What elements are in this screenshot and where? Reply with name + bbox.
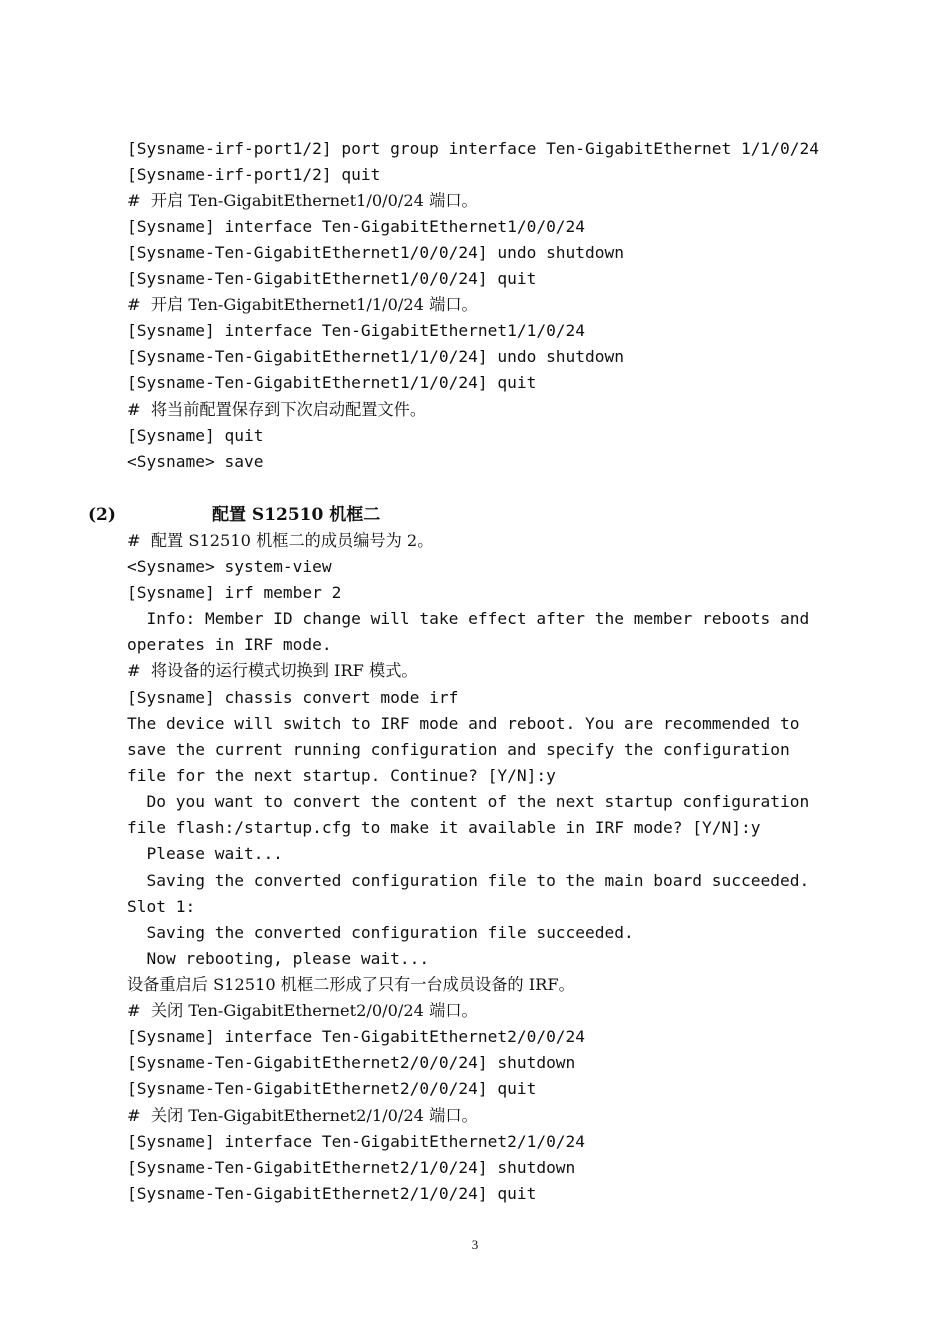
comment-line: # 关闭 Ten-GigabitEthernet2/0/0/24 端口。 [127,1001,478,1020]
output-line: file flash:/startup.cfg to make it available in IRF mode? [Y/N]:y [127,818,761,837]
comment-line: # 开启 Ten-GigabitEthernet1/1/0/24 端口。 [127,295,478,314]
config-line: [Sysname] chassis convert mode irf [127,688,459,707]
output-line: save the current running configuration and specify the configuration [127,740,790,759]
output-line: Saving the converted configuration file to the main board succeeded. [127,871,810,890]
section-number: (2) [88,505,116,525]
config-line: [Sysname] interface Ten-GigabitEthernet2/0/0/24 [127,1027,586,1046]
comment-line: # 配置 S12510 机框二的成员编号为 2。 [127,531,434,550]
page-number: 3 [471,1237,479,1252]
output-line: operates in IRF mode. [127,635,332,654]
output-line: Do you want to convert the content of the next startup configuration [127,792,810,811]
config-line: [Sysname-Ten-GigabitEthernet1/0/0/24] quit [127,269,537,288]
config-line: [Sysname-Ten-GigabitEthernet1/1/0/24] quit [127,373,537,392]
output-line: The device will switch to IRF mode and reboot. You are recommended to [127,714,800,733]
config-line: [Sysname-Ten-GigabitEthernet1/1/0/24] undo shutdown [127,347,625,366]
description-line: 设备重启后 S12510 机框二形成了只有一台成员设备的 IRF。 [127,975,575,994]
comment-line: # 将设备的运行模式切换到 IRF 模式。 [127,661,418,680]
config-line: <Sysname> save [127,452,264,471]
config-line: [Sysname] irf member 2 [127,583,342,602]
config-line: [Sysname] quit [127,426,264,445]
config-line: [Sysname-irf-port1/2] port group interface Ten-GigabitEthernet 1/1/0/24 [127,139,819,158]
section-title: 配置 S12510 机框二 [212,505,381,525]
config-line: [Sysname-irf-port1/2] quit [127,165,381,184]
config-line: [Sysname] interface Ten-GigabitEthernet1/0/0/24 [127,217,586,236]
config-line: [Sysname-Ten-GigabitEthernet1/0/0/24] undo shutdown [127,243,625,262]
config-line: [Sysname] interface Ten-GigabitEthernet2/1/0/24 [127,1132,586,1151]
comment-line: # 开启 Ten-GigabitEthernet1/0/0/24 端口。 [127,191,478,210]
comment-line: # 关闭 Ten-GigabitEthernet2/1/0/24 端口。 [127,1106,478,1125]
output-line: Slot 1: [127,897,196,916]
output-line: Saving the converted configuration file succeeded. [127,923,634,942]
comment-line: # 将当前配置保存到下次启动配置文件。 [127,400,427,419]
config-line: [Sysname-Ten-GigabitEthernet2/0/0/24] quit [127,1079,537,1098]
output-line: Please wait... [127,844,283,863]
output-line: Info: Member ID change will take effect after the member reboots and [127,609,810,628]
config-line: <Sysname> system-view [127,557,332,576]
config-line: [Sysname-Ten-GigabitEthernet2/0/0/24] shutdown [127,1053,576,1072]
config-line: [Sysname-Ten-GigabitEthernet2/1/0/24] shutdown [127,1158,576,1177]
output-line: file for the next startup. Continue? [Y/N]:y [127,766,556,785]
config-line: [Sysname-Ten-GigabitEthernet2/1/0/24] quit [127,1184,537,1203]
output-line: Now rebooting, please wait... [127,949,430,968]
config-line: [Sysname] interface Ten-GigabitEthernet1/1/0/24 [127,321,586,340]
